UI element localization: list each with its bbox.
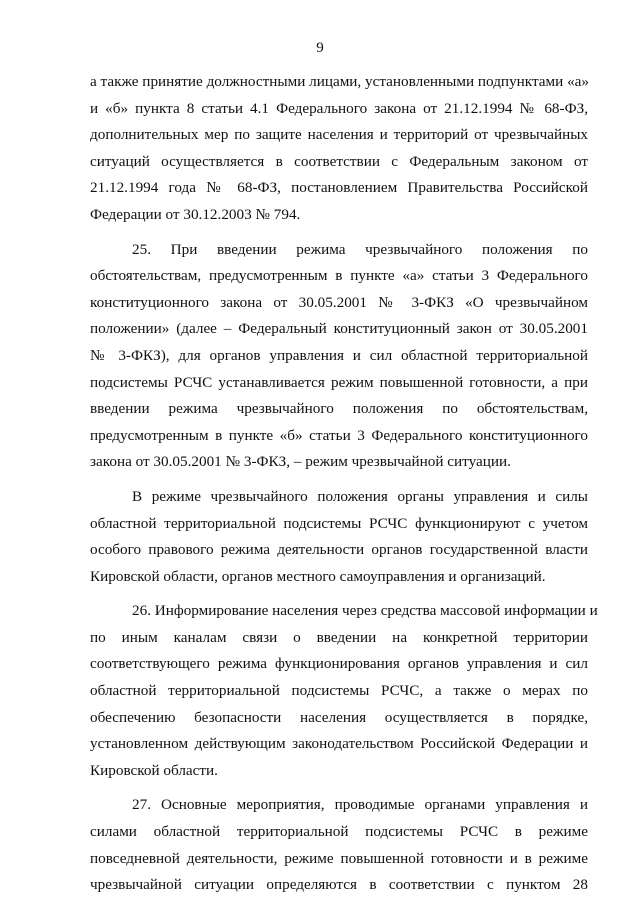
paragraph-gap: [90, 784, 588, 792]
text-line: обстоятельствам, предусмотренным в пункте «а» статьи 3 Федерального: [90, 267, 588, 285]
text-line: 25. При введении режима чрезвычайного положения по: [132, 240, 588, 258]
page-number: 9: [316, 40, 324, 56]
document-body: [90, 69, 598, 899]
paragraph-gap: [90, 476, 588, 484]
paragraph-gap: [90, 229, 588, 237]
text-line: особого правового режима деятельности органов государственной власти: [90, 541, 588, 559]
text-line: областной территориальной подсистемы РСЧС функционируют с учетом: [90, 514, 588, 532]
text-line: ситуаций осуществляется в соответствии с Федеральным законом от: [90, 152, 588, 170]
text-line: дополнительных мер по защите населения и территорий от чрезвычайных: [90, 126, 588, 144]
text-line: подсистемы РСЧС устанавливается режим повышенной готовности, а при: [90, 373, 588, 391]
text-line: Федерации от 30.12.2003 № 794.: [90, 205, 301, 223]
text-line: областной территориальной подсистемы РСЧС, а также о мерах по: [90, 682, 588, 700]
text-line: закона от 30.05.2001 № 3-ФКЗ, – режим чрезвычайной ситуации.: [90, 453, 511, 471]
paragraph: [90, 792, 588, 898]
paragraph: [90, 484, 588, 590]
text-line: Кировской области, органов местного самоуправления и организаций.: [90, 567, 546, 585]
text-line: положении» (далее – Федеральный конституционный закон от 30.05.2001: [90, 320, 588, 338]
text-line: 27. Основные мероприятия, проводимые органами управления и: [132, 796, 588, 814]
text-line: № 3-ФКЗ), для органов управления и сил областной территориальной: [90, 346, 588, 364]
paragraph: [90, 69, 588, 229]
text-line: обеспечению безопасности населения осуществляется в порядке,: [90, 708, 588, 726]
text-line: повседневной деятельности, режиме повышенной готовности и в режиме: [90, 849, 588, 867]
text-line: чрезвычайной ситуации определяются в соответствии с пунктом 28: [90, 876, 588, 894]
text-line: и «б» пункта 8 статьи 4.1 Федерального закона от 21.12.1994 № 68-ФЗ,: [90, 99, 588, 117]
paragraph: [90, 237, 588, 476]
text-line: введении режима чрезвычайного положения по обстоятельствам,: [90, 400, 588, 418]
text-line: по иным каналам связи о введении на конкретной территории: [90, 628, 588, 646]
text-line: В режиме чрезвычайного положения органы управления и силы: [132, 487, 588, 505]
text-line: 26. Информирование населения через средства массовой информации и: [132, 602, 598, 620]
text-line: силами областной территориальной подсистемы РСЧС в режиме: [90, 823, 588, 841]
text-line: установленном действующим законодательством Российской Федерации и: [90, 735, 588, 753]
paragraph: [90, 598, 598, 784]
paragraph-gap: [90, 590, 588, 598]
text-line: 21.12.1994 года № 68-ФЗ, постановлением Правительства Российской: [90, 179, 588, 197]
text-line: соответствующего режима функционирования органов управления и сил: [90, 655, 588, 673]
text-line: а также принятие должностными лицами, установленными подпунктами «а»: [90, 73, 589, 90]
text-line: предусмотренным в пункте «б» статьи 3 Федерального конституционного: [90, 426, 588, 444]
text-line: Кировской области.: [90, 761, 218, 779]
text-line: конституционного закона от 30.05.2001 № 3-ФКЗ «О чрезвычайном: [90, 293, 588, 311]
